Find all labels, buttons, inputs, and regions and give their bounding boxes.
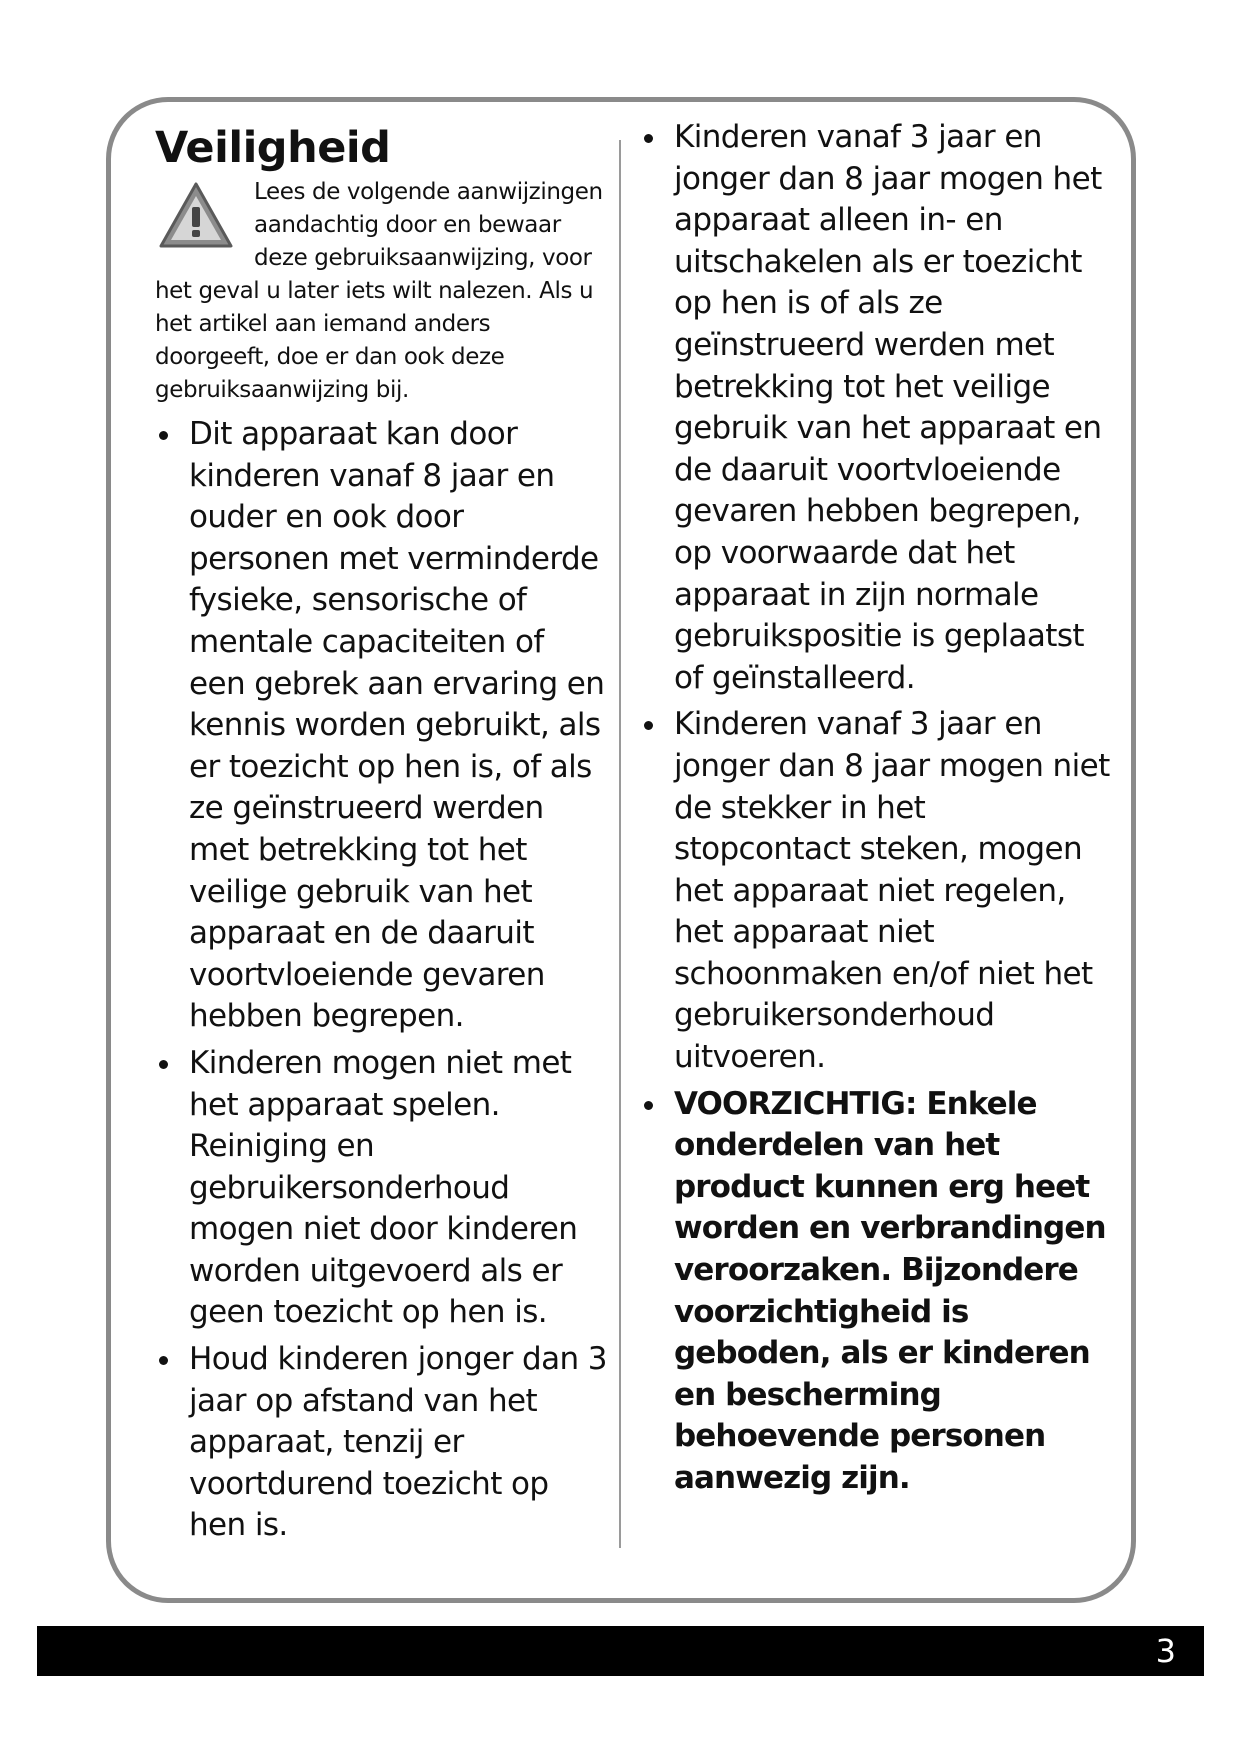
bullet-icon xyxy=(644,1101,653,1110)
left-column xyxy=(155,117,607,1552)
list-item-text: Kinderen mogen niet met het apparaat spelen. Reiniging en gebruikersonderhoud mogen niet door kinderen worden uitgevoerd als er geen toezicht op hen is. xyxy=(189,1044,578,1331)
right-column xyxy=(640,117,1110,1505)
bullet-icon xyxy=(644,134,653,143)
column-divider xyxy=(619,140,621,1548)
left-bullet-list xyxy=(155,414,607,1547)
list-item-text: Dit apparaat kan door kinderen vanaf 8 jaar en ouder en ook door personen met verminderde fysieke, sensorische of mentale capaciteiten of een gebrek aan ervaring en kennis worden gebruikt, als er toezicht op hen is, of als ze geïnstrueerd werden met betrekking tot het veilige gebruik van het apparaat en de daaruit voortvloeiende gevaren hebben begrepen. xyxy=(189,416,605,1035)
list-item-text: Kinderen vanaf 3 jaar en jonger dan 8 jaar mogen niet de stekker in het stopcontact steken, mogen het apparaat niet regelen, het apparaat niet schoonmaken en/of niet het gebruikersonderhoud uitvoeren. xyxy=(674,706,1110,1076)
intro-text: Lees de volgende aanwijzingen aandachtig door en bewaar deze gebruiksaanwijzing, voor het geval u later iets wilt nalezen. Als u het artikel aan iemand anders doorgeeft, doe er dan ook deze gebruiksaanwijzing bij. xyxy=(155,179,603,403)
warning-triangle-icon xyxy=(158,180,234,250)
caution-text: VOORZICHTIG: Enkele onderdelen van het product kunnen erg heet worden en verbrandingen veroorzaken. Bijzondere voorzichtigheid is geboden, als er kinderen en bescherming behoevende personen aanwezig zijn. xyxy=(674,1085,1106,1496)
list-item-text: Houd kinderen jonger dan 3 jaar op afstand van het apparaat, tenzij er voortdurend toezicht op hen is. xyxy=(189,1341,607,1544)
bullet-icon xyxy=(644,721,653,730)
right-bullet-list xyxy=(640,117,1110,1500)
list-item xyxy=(155,1043,607,1334)
footer-bar xyxy=(37,1626,1204,1676)
list-item xyxy=(640,704,1110,1078)
page-number: 3 xyxy=(1155,1632,1176,1670)
list-item xyxy=(155,414,607,1038)
list-item xyxy=(155,1339,607,1547)
section-title: Veiligheid xyxy=(155,123,391,173)
bullet-icon xyxy=(159,1060,168,1069)
bullet-icon xyxy=(159,431,168,440)
list-item-text: Kinderen vanaf 3 jaar en jonger dan 8 jaar mogen het apparaat alleen in- en uitschakelen als er toezicht op hen is of als ze geïnstrueerd werden met betrekking tot het veilige gebruik van het apparaat en de daaruit voortvloeiende gevaren hebben begrepen, op voorwaarde dat het apparaat in zijn normale gebruikspositie is geplaatst of geïnstalleerd. xyxy=(674,119,1102,696)
intro-paragraph xyxy=(155,176,607,407)
caution-list-item xyxy=(640,1084,1110,1500)
list-item xyxy=(640,117,1110,699)
bullet-icon xyxy=(159,1356,168,1365)
